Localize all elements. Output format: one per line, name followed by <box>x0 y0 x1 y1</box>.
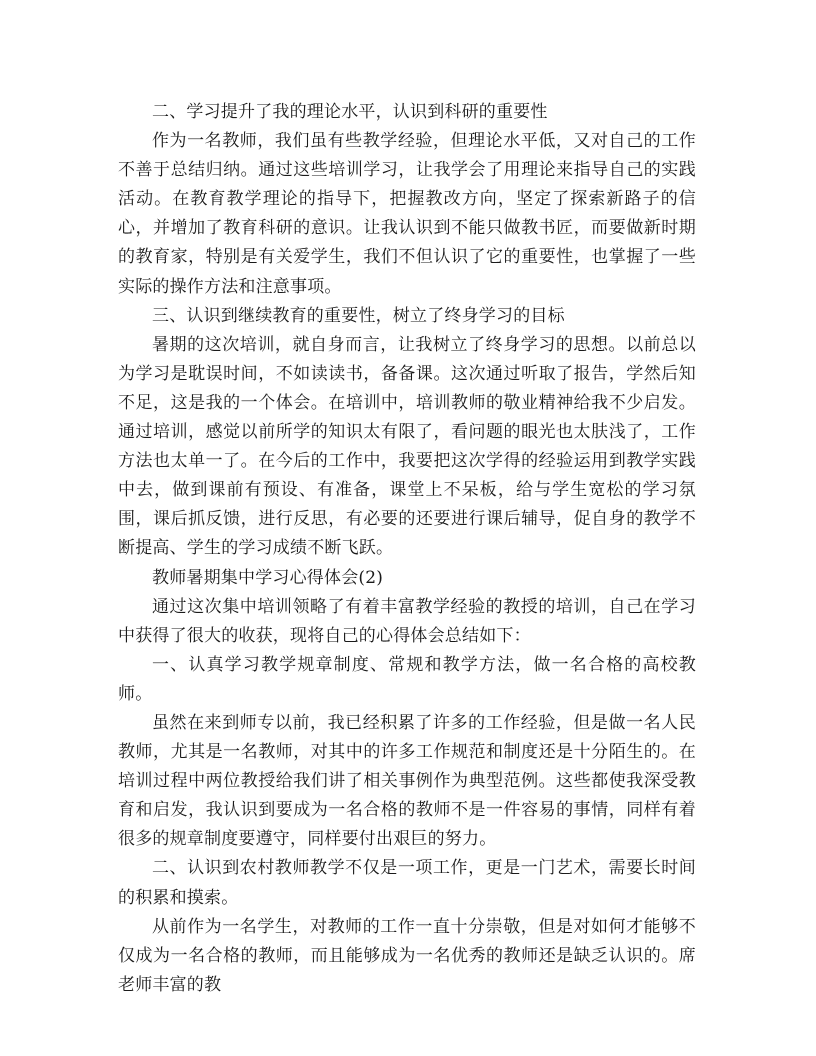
body-paragraph: 通过这次集中培训领略了有着丰富教学经验的教授的培训，自己在学习中获得了很大的收获，现将自己的心得体会总结如下： <box>118 596 696 646</box>
body-paragraph: 从前作为一名学生，对教师的工作一直十分崇敬，但是对如何才能够不仅成为一名合格的教师，而且能够成为一名优秀的教师还是缺乏认识的。席老师丰富的教 <box>118 916 696 995</box>
document-body <box>118 98 696 1000</box>
article-title: 教师暑期集中学习心得体会(2) <box>152 567 384 588</box>
section-heading: 三、认识到继续教育的重要性，树立了终身学习的目标 <box>152 305 565 326</box>
body-paragraph: 虽然在来到师专以前，我已经积累了许多的工作经验，但是做一名人民教师，尤其是一名教师，对其中的许多工作规范和制度还是十分陌生的。在培训过程中两位教授给我们讲了相关事例作为典型范例。这些都使我深受教育和启发，我认识到要成为一名合格的教师不是一件容易的事情，同样有着很多的规章制度要遵守，同样要付出艰巨的努力。 <box>118 712 696 850</box>
body-paragraph: 作为一名教师，我们虽有些教学经验，但理论水平低，又对自己的工作不善于总结归纳。通过这些培训学习，让我学会了用理论来指导自己的实践活动。在教育教学理论的指导下，把握教改方向，坚定了探索新路子的信心，并增加了教育科研的意识。让我认识到不能只做教书匠，而要做新时期的教育家，特别是有关爱学生，我们不但认识了它的重要性，也掌握了一些实际的操作方法和注意事项。 <box>118 131 696 297</box>
section-heading: 一、认真学习教学规章制度、常规和教学方法，做一名合格的高校教师。 <box>118 654 696 704</box>
section-heading: 二、认识到农村教师教学不仅是一项工作，更是一门艺术，需要长时间的积累和摸索。 <box>118 858 696 908</box>
body-paragraph: 暑期的这次培训，就自身而言，让我树立了终身学习的思想。以前总以为学习是耽误时间，不如读读书，备备课。这次通过听取了报告，学然后知不足，这是我的一个体会。在培训中，培训教师的敬业精神给我不少启发。通过培训，感觉以前所学的知识太有限了，看问题的眼光也太肤浅了，工作方法也太单一了。在今后的工作中，我要把这次学得的经验运用到教学实践中去，做到课前有预设、有准备，课堂上不呆板，给与学生宽松的学习氛围，课后抓反馈，进行反思，有必要的还要进行课后辅导，促自身的教学不断提高、学生的学习成绩不断飞跃。 <box>118 334 696 559</box>
section-heading: 二、学习提升了我的理论水平，认识到科研的重要性 <box>152 102 548 122</box>
